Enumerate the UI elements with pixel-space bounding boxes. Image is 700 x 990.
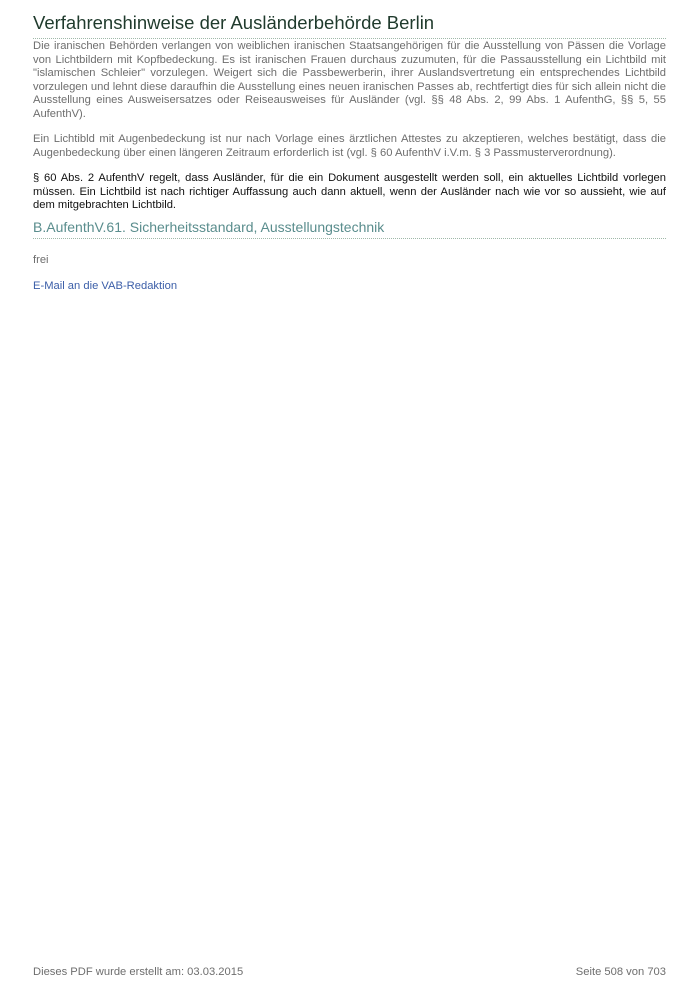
section-body: frei xyxy=(33,253,49,266)
page-title: Verfahrenshinweise der Ausländerbehörde Berlin xyxy=(33,12,666,39)
section-heading: B.AufenthV.61. Sicherheitsstandard, Ausstellungstechnik xyxy=(33,219,666,239)
paragraph-current-photo: § 60 Abs. 2 AufenthV regelt, dass Ausländer, für die ein Dokument ausgestellt werden soll, ein aktuelles Lichtbild vorlegen müssen. Ein Lichtbild ist nach richtiger Auffassung auch dann aktuell, wenn der Ausländer nach wie vor so aussieht, wie auf dem mitgebrachten Lichtbild. xyxy=(33,172,666,211)
footer-created-date: Dieses PDF wurde erstellt am: 03.03.2015 xyxy=(33,966,244,978)
paragraph-photo-headscarf: Die iranischen Behörden verlangen von weiblichen iranischen Staatsangehörigen für die Ausstellung von Pässen die Vorlage von Lichtbildern mit Kopfbedeckung. Es ist iranischen Frauen durchaus zuzumuten, für die Passausstellung ein Lichtbild mit "islamischen Schleier" vorzulegen. Weigert sich die Passbewerberin, ihrer Auslandsvertretung ein entsprechendes Lichtbild vorzulegen und lehnt diese daraufhin die Ausstellung eines neuen iranischen Passes ab, rechtfertigt dies für sich allein nicht die Ausstellung eines Ausweisersatzes oder Reiseausweises für Ausländer (vgl. §§ 48 Abs. 2, 99 Abs. 1 AufenthG, §§ 5, 55 AufenthV). xyxy=(33,40,666,120)
footer-page-number: Seite 508 von 703 xyxy=(575,966,666,978)
paragraph-eye-covering: Ein Lichtibld mit Augenbedeckung ist nur nach Vorlage eines ärztlichen Attestes zu akzeptieren, welches bestätigt, dass die Augenbedeckung über einen längeren Zeitraum erforderlich ist (vgl. § 60 AufenthV i.V.m. § 3 Passmusterverordnung). xyxy=(33,133,666,159)
email-editorial-link[interactable]: E-Mail an die VAB-Redaktion xyxy=(33,279,178,292)
document-content xyxy=(33,40,666,294)
